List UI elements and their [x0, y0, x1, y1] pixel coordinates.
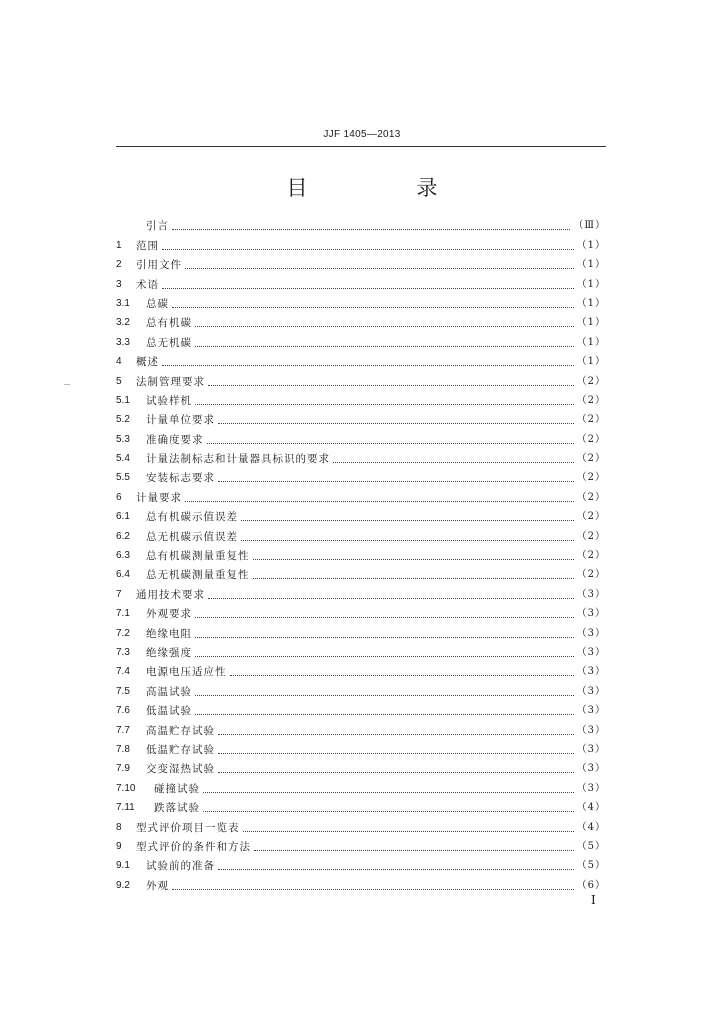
dot-leader	[218, 423, 574, 424]
toc-entry-page: （2）	[576, 550, 606, 562]
toc-entry	[116, 679, 606, 698]
toc-entry-number: 3	[116, 278, 122, 290]
toc-entry-number: 9.1	[116, 860, 130, 872]
dot-leader	[195, 714, 574, 715]
toc-entry-number: 5.3	[116, 433, 130, 445]
toc-entry-number: 8	[116, 821, 122, 833]
toc-entry-number: 7.4	[116, 666, 130, 678]
dot-leader	[203, 792, 574, 793]
toc-entry-page: （2）	[576, 530, 606, 542]
toc-entry	[116, 233, 606, 252]
toc-entry-number: 7.7	[116, 724, 130, 736]
toc-entry-page: （5）	[576, 840, 606, 852]
toc-entry	[116, 873, 606, 892]
toc-entry	[116, 524, 606, 543]
toc-entry-page: （3）	[576, 782, 606, 794]
toc-entry-number: 5	[116, 375, 122, 387]
toc-entry-label: 绝缘电阻	[146, 627, 192, 640]
toc-entry-label: 术语	[136, 278, 159, 291]
toc-entry-label: 试验前的准备	[146, 860, 215, 873]
toc-entry-page: （2）	[576, 569, 606, 581]
toc-entry-page: （2）	[576, 453, 606, 465]
toc-entry-page: （5）	[576, 860, 606, 872]
toc-entry	[116, 796, 606, 815]
dot-leader	[203, 811, 574, 812]
dot-leader	[218, 753, 574, 754]
toc-entry-page: （2）	[576, 394, 606, 406]
toc-entry-number: 3.2	[116, 317, 130, 329]
toc-entry	[116, 427, 606, 446]
toc-entry-label: 外观	[146, 879, 169, 892]
toc-entry-label: 电源电压适应性	[146, 666, 227, 679]
toc-entry	[116, 776, 606, 795]
toc-entry-number: 5.2	[116, 414, 130, 426]
toc-entry-label: 引用文件	[136, 259, 182, 272]
dot-leader	[195, 637, 574, 638]
dot-leader	[333, 462, 574, 463]
toc-entry-number: 7.11	[116, 802, 135, 814]
toc-entry	[116, 214, 606, 233]
toc-entry	[116, 563, 606, 582]
dot-leader	[172, 889, 574, 890]
toc-entry-number: 6.3	[116, 550, 130, 562]
toc-entry-number: 5.4	[116, 453, 130, 465]
toc-entry	[116, 272, 606, 291]
toc-entry-label: 高温贮存试验	[146, 724, 215, 737]
toc-entry-page: （Ⅲ）	[573, 220, 606, 232]
dot-leader	[253, 578, 574, 579]
toc-entry-label: 交变湿热试验	[146, 763, 215, 776]
toc-entry-label: 概述	[136, 356, 159, 369]
dot-leader	[218, 481, 574, 482]
dot-leader	[162, 365, 574, 366]
dot-leader	[230, 675, 574, 676]
page-number: I	[591, 893, 596, 907]
toc-entry-label: 总有机碳测量重复性	[146, 550, 250, 563]
toc-entry	[116, 311, 606, 330]
toc-entry	[116, 641, 606, 660]
toc-entry	[116, 757, 606, 776]
toc-entry-page: （2）	[576, 472, 606, 484]
dot-leader	[243, 831, 574, 832]
toc-entry-number: 9	[116, 840, 122, 852]
toc-entry-label: 总有机碳示值误差	[146, 511, 238, 524]
dot-leader	[172, 307, 574, 308]
dot-leader	[195, 617, 574, 618]
toc-entry-number: 7	[116, 588, 122, 600]
toc-entry-label: 法制管理要求	[136, 375, 205, 388]
toc-entry-number: 1	[116, 239, 122, 251]
toc-entry-label: 范围	[136, 239, 159, 252]
toc-entry-page: （3）	[576, 685, 606, 697]
toc-entry-label: 通用技术要求	[136, 588, 205, 601]
toc-entry-label: 外观要求	[146, 608, 192, 621]
toc-entry-page: （4）	[576, 802, 606, 814]
toc-entry-page: （3）	[576, 705, 606, 717]
toc-entry-label: 准确度要求	[146, 433, 204, 446]
table-of-contents	[116, 214, 606, 893]
toc-entry-number: 6	[116, 491, 122, 503]
toc-entry-number: 6.2	[116, 530, 130, 542]
dot-leader	[241, 540, 574, 541]
toc-entry	[116, 602, 606, 621]
toc-entry-label: 跌落试验	[154, 802, 200, 815]
toc-entry-number: 9.2	[116, 879, 130, 891]
scan-artifact	[64, 384, 70, 385]
toc-entry	[116, 718, 606, 737]
dot-leader	[253, 559, 574, 560]
toc-entry-label: 总无机碳	[146, 336, 192, 349]
toc-entry-number: 7.9	[116, 763, 130, 775]
toc-entry-page: （4）	[576, 821, 606, 833]
dot-leader	[207, 443, 574, 444]
dot-leader	[241, 520, 574, 521]
toc-entry-label: 绝缘强度	[146, 646, 192, 659]
toc-entry-page: （2）	[576, 433, 606, 445]
toc-entry-label: 计量单位要求	[146, 414, 215, 427]
toc-entry-number: 7.10	[116, 782, 136, 794]
toc-entry-label: 低温试验	[146, 705, 192, 718]
toc-entry-label: 碰撞试验	[154, 782, 200, 795]
dot-leader	[172, 229, 570, 230]
toc-entry-label: 计量要求	[136, 491, 182, 504]
toc-entry-number: 5.5	[116, 472, 130, 484]
header-rule	[116, 146, 606, 147]
toc-entry-label: 总无机碳测量重复性	[146, 569, 250, 582]
toc-entry	[116, 350, 606, 369]
toc-title: 目 录	[286, 176, 482, 200]
toc-entry	[116, 447, 606, 466]
toc-entry-label: 总有机碳	[146, 317, 192, 330]
toc-entry-page: （1）	[576, 336, 606, 348]
toc-entry-number: 7.1	[116, 608, 130, 620]
dot-leader	[195, 656, 574, 657]
toc-entry-number: 7.2	[116, 627, 130, 639]
dot-leader	[185, 268, 574, 269]
toc-entry-label: 试验样机	[146, 394, 192, 407]
toc-entry	[116, 835, 606, 854]
toc-entry	[116, 389, 606, 408]
toc-entry	[116, 854, 606, 873]
toc-entry-page: （3）	[576, 588, 606, 600]
toc-entry	[116, 660, 606, 679]
toc-entry	[116, 505, 606, 524]
toc-entry	[116, 485, 606, 504]
toc-entry-page: （3）	[576, 763, 606, 775]
toc-entry	[116, 330, 606, 349]
toc-entry-number: 7.5	[116, 685, 130, 697]
dot-leader	[185, 501, 574, 502]
toc-entry-label: 总碳	[146, 297, 169, 310]
toc-entry-label: 引言	[146, 220, 169, 233]
toc-entry-label: 总无机碳示值误差	[146, 530, 238, 543]
toc-entry-number: 3.3	[116, 336, 130, 348]
dot-leader	[208, 598, 574, 599]
toc-entry-label: 安装标志要求	[146, 472, 215, 485]
dot-leader	[195, 326, 574, 327]
dot-leader	[162, 249, 574, 250]
toc-entry-page: （3）	[576, 666, 606, 678]
toc-entry-label: 型式评价项目一览表	[136, 821, 240, 834]
dot-leader	[218, 734, 574, 735]
toc-entry-page: （3）	[576, 646, 606, 658]
toc-entry-page: （1）	[576, 356, 606, 368]
document-code: JJF 1405—2013	[323, 129, 401, 140]
dot-leader	[218, 772, 574, 773]
toc-entry	[116, 582, 606, 601]
toc-entry	[116, 544, 606, 563]
toc-entry-number: 6.1	[116, 511, 130, 523]
toc-entry-number: 7.8	[116, 743, 130, 755]
toc-entry-number: 2	[116, 259, 122, 271]
toc-entry-page: （3）	[576, 724, 606, 736]
dot-leader	[208, 385, 574, 386]
toc-entry	[116, 699, 606, 718]
toc-entry-page: （1）	[576, 297, 606, 309]
toc-entry-number: 7.3	[116, 646, 130, 658]
toc-entry-label: 计量法制标志和计量器具标识的要求	[146, 453, 330, 466]
toc-entry-number: 6.4	[116, 569, 130, 581]
toc-entry	[116, 621, 606, 640]
toc-entry-number: 5.1	[116, 394, 130, 406]
toc-entry-page: （1）	[576, 317, 606, 329]
toc-entry-page: （1）	[576, 239, 606, 251]
dot-leader	[195, 346, 574, 347]
toc-entry-page: （3）	[576, 627, 606, 639]
dot-leader	[195, 695, 574, 696]
toc-entry	[116, 253, 606, 272]
dot-leader	[254, 850, 574, 851]
toc-entry-page: （2）	[576, 375, 606, 387]
toc-entry-page: （2）	[576, 511, 606, 523]
dot-leader	[162, 288, 574, 289]
toc-entry	[116, 466, 606, 485]
toc-entry-number: 4	[116, 356, 122, 368]
toc-entry-page: （3）	[576, 743, 606, 755]
dot-leader	[218, 869, 574, 870]
toc-entry	[116, 292, 606, 311]
toc-entry-number: 3.1	[116, 297, 130, 309]
toc-entry-page: （2）	[576, 414, 606, 426]
toc-entry-number: 7.6	[116, 705, 130, 717]
toc-entry-page: （6）	[576, 879, 606, 891]
toc-entry-page: （1）	[576, 278, 606, 290]
toc-entry-page: （3）	[576, 608, 606, 620]
toc-entry	[116, 408, 606, 427]
toc-entry-page: （2）	[576, 491, 606, 503]
dot-leader	[195, 404, 574, 405]
toc-entry	[116, 738, 606, 757]
toc-entry-label: 型式评价的条件和方法	[136, 840, 251, 853]
toc-entry-label: 高温试验	[146, 685, 192, 698]
toc-entry	[116, 369, 606, 388]
toc-entry	[116, 815, 606, 834]
toc-entry-page: （1）	[576, 259, 606, 271]
toc-entry-label: 低温贮存试验	[146, 743, 215, 756]
